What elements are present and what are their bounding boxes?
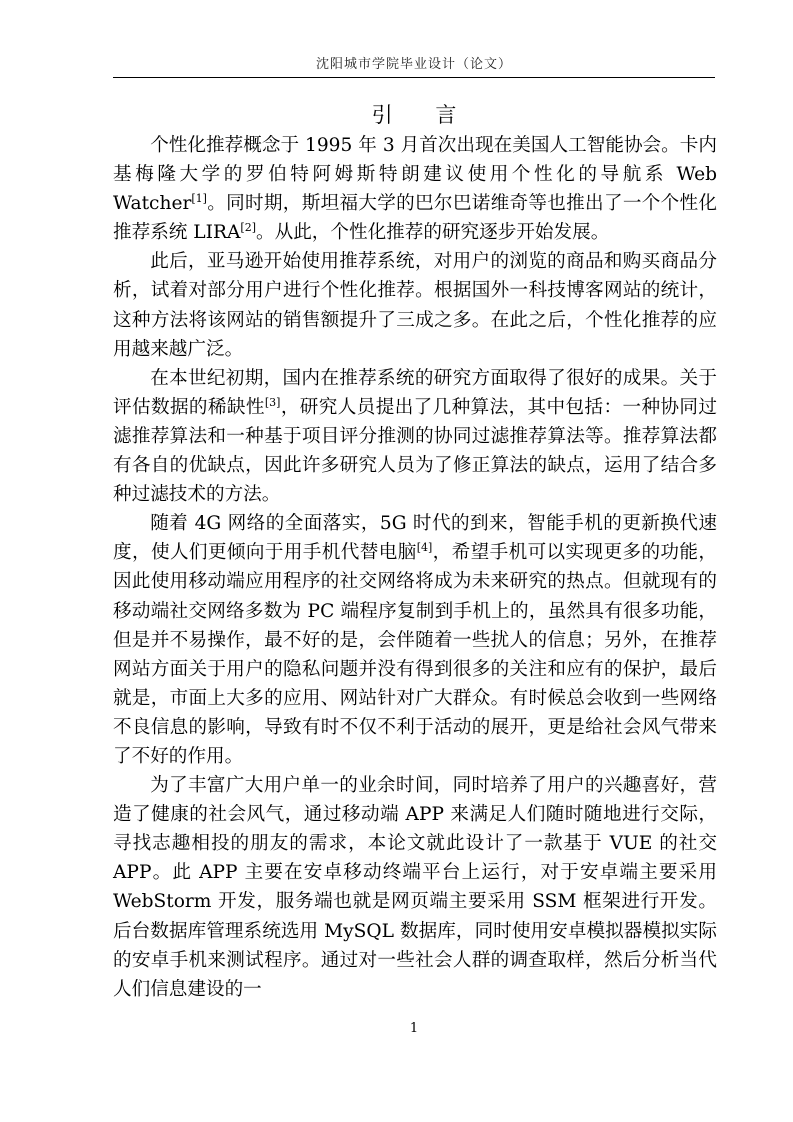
paragraph-3-text-a: 在本世纪初期，国内在推荐系统的研究方面取得了很好的成果。关于评估数据的稀缺性 bbox=[113, 367, 717, 418]
paragraph-4 bbox=[113, 509, 717, 771]
page-number: 1 bbox=[409, 1021, 419, 1036]
paragraph-5: 为了丰富广大用户单一的业余时间，同时培养了用户的兴趣喜好，营造了健康的社会风气，通过移动端 APP 来满足人们随时随地进行交际，寻找志趣相投的朋友的需求，本论文就此设计了一款基于 VUE 的社交 APP。此 APP 主要在安卓移动终端平台上运行，对于安卓端主要采用 WebStorm 开发，服务端也就是网页端主要采用 SSM 框架进行开发。后台数据库管理系统选用 MySQL 数据库，同时使用安卓模拟器模拟实际的安卓手机来测试程序。通过对一些社会人群的调查取样，然后分析当代人们信息建设的一 bbox=[113, 775, 717, 1000]
paragraph-2: 此后，亚马逊开始使用推荐系统，对用户的浏览的商品和购买商品分析，试着对部分用户进行个性化推荐。根据国外一科技博客网站的统计，这种方法将该网站的销售额提升了三成之多。在此之后，个性化推荐的应用越来越广泛。 bbox=[113, 251, 717, 360]
paragraph-3 bbox=[113, 364, 717, 509]
citation-ref: [4] bbox=[416, 541, 433, 555]
citation-ref: [2] bbox=[240, 221, 256, 235]
body-text bbox=[113, 131, 717, 1004]
paragraph-1-text-c: 。从此，个性化推荐的研究逐步开始发展。 bbox=[256, 222, 610, 244]
page-header: 沈阳城市学院毕业设计（论文） bbox=[315, 57, 512, 72]
header-rule bbox=[113, 77, 715, 78]
section-title: 引 言 bbox=[371, 103, 475, 127]
paragraph-1-text-b: 。同时期，斯坦福大学的巴尔巴诺维奇等也推出了一个个性化推荐系统 LIRA bbox=[113, 193, 717, 244]
citation-ref: [1] bbox=[191, 192, 207, 206]
citation-ref: [3] bbox=[264, 395, 281, 409]
paragraph-3-text-b: ，研究人员提出了几种算法，其中包括：一种协同过滤推荐算法和一种基于项目评分推测的协同过滤推荐算法等。推荐算法都有各自的优缺点，因此许多研究人员为了修正算法的缺点，运用了结合多种过滤技术的方法。 bbox=[113, 396, 717, 506]
paragraph-1-text-a: 个性化推荐概念于 1995 年 3 月首次出现在美国人工智能协会。卡内基梅隆大学的罗伯特阿姆斯特朗建议使用个性化的导航系 Web Watcher bbox=[113, 135, 717, 215]
paragraph-4-text-b: ，希望手机可以实现更多的功能，因此使用移动端应用程序的社交网络将成为未来研究的热点。但就现有的移动端社交网络多数为 PC 端程序复制到手机上的，虽然具有很多功能，但是并不易操作，最不好的是，会伴随着一些扰人的信息；另外，在推荐网站方面关于用户的隐私问题并没有得到很多的关注和应有的保护，最后就是，市面上大多的应用、网站针对广大群众。有时候总会收到一些网络不良信息的影响，导致有时不仅不利于活动的展开，更是给社会风气带来了不好的作用。 bbox=[113, 542, 717, 767]
paragraph-1 bbox=[113, 131, 717, 247]
paragraph-4-text-a: 随着 4G 网络的全面落实，5G 时代的到来，智能手机的更新换代速度，使人们更倾向于用手机代替电脑 bbox=[113, 513, 717, 564]
